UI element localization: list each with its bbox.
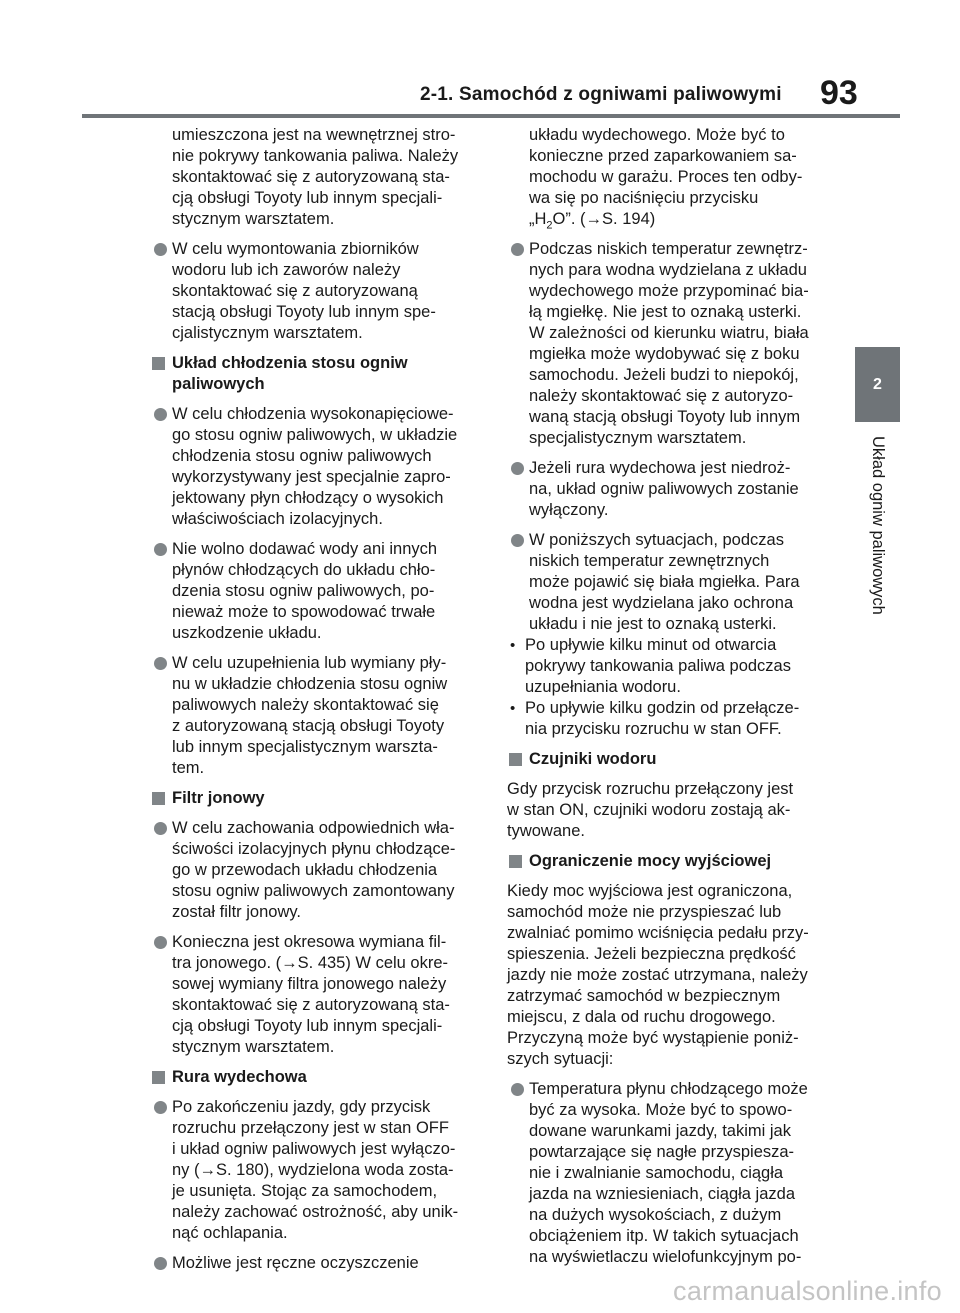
bullet-paragraph: [507, 458, 837, 521]
paragraph-continuation: [507, 209, 837, 230]
text-line: powtarzające się nagłe przyspiesza-: [529, 1143, 795, 1161]
bullet-paragraph: [150, 404, 480, 530]
text-line: sowej wymiany filtra jonowego należy: [172, 975, 447, 993]
text-line: płynów chłodzących do układu chło-: [172, 561, 436, 579]
text-fragment: O”. (→S. 194): [552, 210, 656, 228]
text-line: Kiedy moc wyjściowa jest ograniczona,: [507, 882, 793, 900]
text-fragment: „H: [529, 210, 547, 228]
text-line: Konieczna jest okresowa wymiana fil-: [150, 932, 480, 953]
section-heading: [150, 353, 480, 395]
text-line: specjalistycznym warsztatem.: [529, 429, 747, 447]
paragraph: [507, 881, 837, 1070]
text-line: Możliwe jest ręczne oczyszczenie: [150, 1253, 480, 1274]
text-line: skontaktować się z autoryzowaną sta-: [172, 996, 450, 1014]
section-heading: [150, 788, 480, 809]
text-line: mochodu w garażu. Proces ten odby-: [529, 168, 803, 186]
text-line: Nie wolno dodawać wody ani innych: [150, 539, 480, 560]
paragraph-continuation: [150, 125, 480, 230]
text-line: miejscu, z dala od ruchu drogowego.: [507, 1008, 776, 1026]
text-line: samochodu. Jeżeli budzi to niepokój,: [529, 366, 799, 384]
text-line: zwalniać pomimo wciśnięcia pedału przy-: [507, 924, 809, 942]
right-column: [507, 125, 837, 1268]
bullet-paragraph: [150, 239, 480, 344]
text-line: nieważ może to spowodować trwałe: [172, 603, 436, 621]
chapter-tab: 2: [855, 347, 900, 422]
text-line: skontaktować się z autoryzowaną sta-: [172, 168, 450, 186]
text-line: Po zakończeniu jazdy, gdy przycisk: [150, 1097, 480, 1118]
text-line: konieczne przed zaparkowaniem sa-: [529, 147, 797, 165]
text-line: W celu wymontowania zbiorników: [150, 239, 480, 260]
left-column: [150, 125, 480, 1274]
text-line: jazdy nie może zostać utrzymana, należy: [507, 966, 808, 984]
text-line: • Po upływie kilku minut od otwarcia: [507, 635, 837, 656]
text-line: mgiełka może wydobywać się z boku: [529, 345, 800, 363]
bullet-paragraph: [150, 1253, 480, 1274]
text-line: W zależności od kierunku wiatru, biała: [529, 324, 809, 342]
text-line: być za wysoka. Może być to spowo-: [529, 1101, 793, 1119]
text-line: w stan ON, czujniki wodoru zostają ak-: [507, 801, 791, 819]
text-line: pokrywy tankowania paliwa podczas: [525, 657, 791, 675]
bullet-paragraph: [507, 239, 837, 449]
text-line: stycznym warsztatem.: [172, 1038, 335, 1056]
section-heading: [507, 851, 837, 872]
paragraph-continuation: [507, 125, 837, 209]
text-line: Jeżeli rura wydechowa jest niedroż-: [507, 458, 837, 479]
bullet-paragraph: [150, 1097, 480, 1244]
text-line: stycznym warsztatem.: [172, 210, 335, 228]
text-line: zatrzymać samochód w bezpiecznym: [507, 987, 781, 1005]
text-line: układu i nie jest to oznaką usterki.: [529, 615, 777, 633]
text-line: stacją obsługi Toyoty lub innym spe-: [172, 303, 436, 321]
text-line: go w przewodach układu chłodzenia: [172, 861, 438, 879]
text-line: może pojawić się biała mgiełka. Para: [529, 573, 800, 591]
text-line: został filtr jonowy.: [172, 903, 301, 921]
text-line: je usunięta. Stojąc za samochodem,: [172, 1182, 438, 1200]
text-line: Układ chłodzenia stosu ogniw: [150, 353, 480, 374]
text-line: tem.: [172, 759, 205, 777]
bullet-paragraph: [150, 818, 480, 923]
text-line: należy skontaktować się z autoryzo-: [529, 387, 794, 405]
text-line: z autoryzowaną stacją obsługi Toyoty: [172, 717, 445, 735]
text-line: W poniższych sytuacjach, podczas: [507, 530, 837, 551]
text-line: wodna jest wydzielana jako ochrona: [529, 594, 794, 612]
text-line: łą mgiełkę. Nie jest to oznaką usterki.: [529, 303, 802, 321]
bullet-paragraph: [150, 539, 480, 644]
text-line: tywowane.: [507, 822, 585, 840]
text-line: Temperatura płynu chłodzącego może: [507, 1079, 837, 1100]
text-line: cją obsługi Toyoty lub innym specjali-: [172, 189, 443, 207]
text-line: spieszenia. Jeżeli bezpieczna prędkość: [507, 945, 796, 963]
text-line: W celu chłodzenia wysokonapięciowe-: [150, 404, 480, 425]
text-line: chłodzenia stosu ogniw paliwowych: [172, 447, 432, 465]
text-line: niskich temperatur zewnętrznych: [529, 552, 770, 570]
text-line: W celu zachowania odpowiednich wła-: [150, 818, 480, 839]
section-title: 2-1. Samochód z ogniwami paliwowymi: [420, 84, 782, 105]
text-line: wyłączony.: [529, 501, 609, 519]
text-line: wodoru lub ich zaworów należy: [172, 261, 401, 279]
text-line: uszkodzenie układu.: [172, 624, 322, 642]
text-line: obciążeniem itp. W takich sytuacjach: [529, 1227, 799, 1245]
text-line: rozruchu przełączony jest w stan OFF: [172, 1119, 449, 1137]
text-line: nia przycisku rozruchu w stan OFF.: [525, 720, 782, 738]
dot-list-item: [507, 698, 837, 740]
text-line: nych para wodna wydzielana z układu: [529, 261, 807, 279]
text-line: Ograniczenie mocy wyjściowej: [507, 851, 837, 872]
text-line: właściwościach izolacyjnych.: [172, 510, 383, 528]
text-line: waną stacją obsługi Toyoty lub innym: [529, 408, 801, 426]
text-line: wydechowego może przypominać bia-: [529, 282, 809, 300]
text-line: nu w układzie chłodzenia stosu ogniw: [172, 675, 448, 693]
text-line: ściwości izolacyjnych płynu chłodzące-: [172, 840, 456, 858]
bullet-paragraph: [507, 530, 837, 635]
text-line: szych sytuacji:: [507, 1050, 614, 1068]
subscript: 2: [546, 219, 553, 232]
text-line: paliwowych: [172, 375, 265, 393]
text-line: na, układ ogniw paliwowych zostanie: [529, 480, 799, 498]
text-line: umieszczona jest na wewnętrznej stro-: [172, 126, 456, 144]
page-number: 93: [820, 74, 858, 112]
text-line: nąć ochlapania.: [172, 1224, 288, 1242]
paragraph: [507, 779, 837, 842]
text-line: cjalistycznym warsztatem.: [172, 324, 363, 342]
text-line: dowane warunkami jazdy, takimi jak: [529, 1122, 791, 1140]
dot-list-item: [507, 635, 837, 698]
text-line: i układ ogniw paliwowych jest wyłączo-: [172, 1140, 456, 1158]
section-heading: [150, 1067, 480, 1088]
text-line: paliwowych należy skontaktować się: [172, 696, 439, 714]
text-line: Podczas niskich temperatur zewnętrz-: [507, 239, 837, 260]
text-line: wa się po naciśnięciu przycisku: [529, 189, 759, 207]
text-line: tra jonowego. (→S. 435) W celu okre-: [172, 954, 449, 972]
section-heading: [507, 749, 837, 770]
text-line: Rura wydechowa: [150, 1067, 480, 1088]
text-line: dzenia stosu ogniw paliwowych, po-: [172, 582, 435, 600]
text-line: układu wydechowego. Może być to: [529, 126, 785, 144]
bullet-paragraph: [507, 1079, 837, 1268]
text-line: ny (→S. 180), wydzielona woda zosta-: [172, 1161, 454, 1179]
bullet-paragraph: [150, 932, 480, 1058]
text-line: jazda na wzniesieniach, ciągła jazda: [529, 1185, 795, 1203]
text-line: Przyczyną może być wystąpienie poniż-: [507, 1029, 799, 1047]
text-line: na wyświetlaczu wielofunkcyjnym po-: [529, 1248, 802, 1266]
text-line: lub innym specjalistycznym warszta-: [172, 738, 438, 756]
text-line: Czujniki wodoru: [507, 749, 837, 770]
text-line: samochód może nie przyspieszać lub: [507, 903, 782, 921]
text-line: Filtr jonowy: [150, 788, 480, 809]
text-line: jektowany płyn chłodzący o wysokich: [172, 489, 444, 507]
text-line: skontaktować się z autoryzowaną: [172, 282, 418, 300]
text-line: nie pokrywy tankowania paliwa. Należy: [172, 147, 459, 165]
watermark: carmanualsonline.info: [673, 1276, 942, 1306]
text-line: nie i zwalnianie samochodu, ciągła: [529, 1164, 784, 1182]
bullet-paragraph: [150, 653, 480, 779]
text-line: na dużych wysokościach, z dużym: [529, 1206, 782, 1224]
text-line: należy zachować ostrożność, aby unik-: [172, 1203, 459, 1221]
chapter-label: Układ ogniw paliwowych: [869, 436, 887, 615]
text-line: cją obsługi Toyoty lub innym specjali-: [172, 1017, 443, 1035]
text-line: W celu uzupełnienia lub wymiany pły-: [150, 653, 480, 674]
header-rule: [82, 114, 900, 118]
text-line: • Po upływie kilku godzin od przełącze-: [507, 698, 837, 719]
text-line: wykorzystywany jest specjalnie zapro-: [172, 468, 451, 486]
text-line: [507, 209, 837, 230]
text-line: stosu ogniw paliwowych zamontowany: [172, 882, 455, 900]
text-line: go stosu ogniw paliwowych, w układzie: [172, 426, 458, 444]
text-line: uzupełniania wodoru.: [525, 678, 681, 696]
text-line: Gdy przycisk rozruchu przełączony jest: [507, 780, 794, 798]
